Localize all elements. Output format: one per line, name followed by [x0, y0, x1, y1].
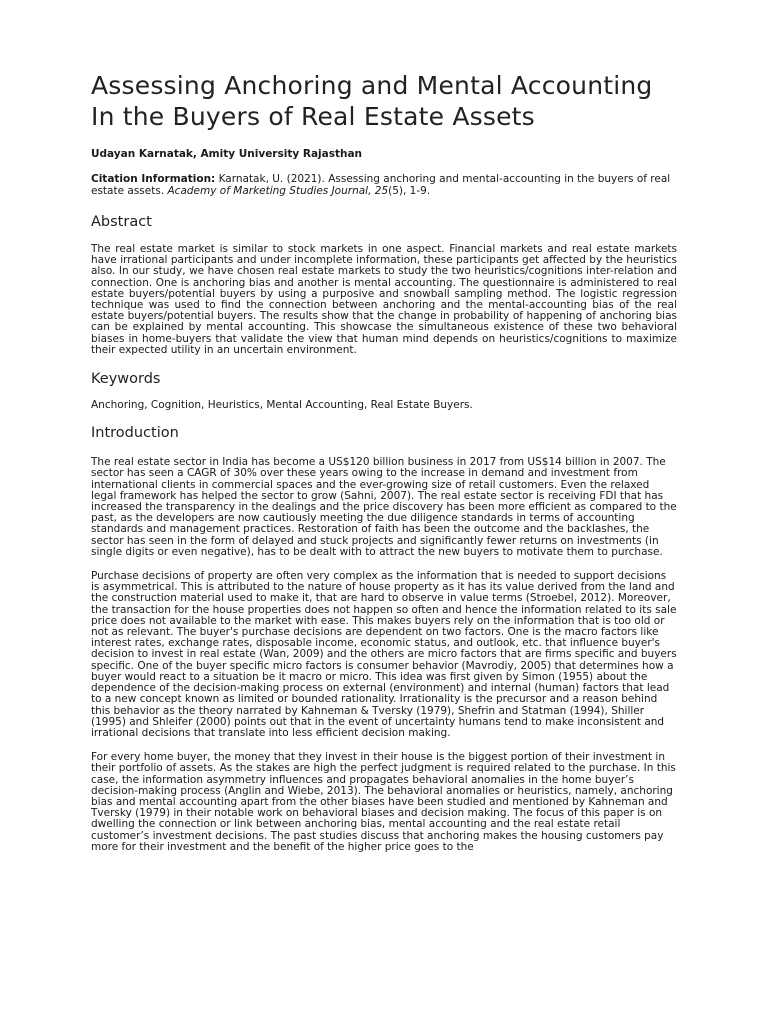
citation-issue-pages: (5), 1-9.: [388, 184, 431, 197]
introduction-paragraph-2: Purchase decisions of property are often very complex as the information that is needed to support decisions is asymmetrical. This is attributed to the nature of house property as it has its value derived from the land and the construction material used to make it, that are hard to observe in value terms (Stroebel, 2012). Moreover, the transaction for the house properties does not happen so often and hence the information related to its sale price does not available to the market with ease. This makes buyers rely on the information that is too old or not as relevant. The buyer's purchase decisions are dependent on two factors. One is the macro factors like interest rates, exchange rates, disposable income, economic status, and outlook, etc. that influence buyer's decision to invest in real estate (Wan, 2009) and the others are micro factors that are firms specific and buyers specific. One of the buyer specific micro factors is consumer behavior (Mavrodiy, 2005) that determines how a buyer would react to a situation be it macro or micro. This idea was first given by Simon (1955) about the dependence of the decision-making process on external (environment) and internal (human) factors that lead to a new concept known as limited or bounded rationality. Irrationality is the precursor and a reason behind this behavior as the theory narrated by Kahneman & Tversky (1979), Shefrin and Statman (1994), Shiller (1995) and Shleifer (2000) points out that in the event of uncertainty humans tend to make inconsistent and irrational decisions that translate into less efficient decision making.: [91, 570, 677, 739]
introduction-paragraph-1: The real estate sector in India has become a US$120 billion business in 2017 from US$14 billion in 2007. The sector has seen a CAGR of 30% over these years owing to the increase in demand and investment from international clients in commercial spaces and the ever-growing size of retail customers. Even the relaxed legal framework has helped the sector to grow (Sahni, 2007). The real estate sector is receiving FDI that has increased the transparency in the dealings and the price discovery has been more efficient as compared to the past, as the developers are now cautiously meeting the due diligence standards in terms of accounting standards and management practices. Restoration of faith has been the outcome and the backlashes, the sector has seen in the form of delayed and stuck projects and significantly fewer returns on investments (in single digits or even negative), has to be dealt with to attract the new buyers to motivate them to purchase.: [91, 456, 677, 558]
citation-information: [91, 174, 677, 197]
document-page: [91, 70, 677, 853]
keywords-heading: Keywords: [91, 371, 161, 388]
abstract-heading: Abstract: [91, 214, 152, 230]
author-line: Udayan Karnatak, Amity University Rajasthan: [91, 148, 363, 160]
citation-journal: Academy of Marketing Studies Journal, 25: [167, 184, 389, 197]
introduction-heading: Introduction: [91, 425, 179, 442]
introduction-paragraph-3: For every home buyer, the money that they invest in their house is the biggest portion of their investment in their portfolio of assets. As the stakes are high the perfect judgment is required related to the purchase. In this case, the information asymmetry influences and propagates behavioral anomalies in the home buyer’s decision-making process (Anglin and Wiebe, 2013). The behavioral anomalies or heuristics, namely, anchoring bias and mental accounting apart from the other biases have been studied and mentioned by Kahneman and Tversky (1979) in their notable work on behavioral biases and decision making. The focus of this paper is on dwelling the connection or link between anchoring bias, mental accounting and the real estate retail customer’s investment decisions. The past studies discuss that anchoring makes the housing customers pay more for their investment and the benefit of the higher price goes to the: [91, 751, 676, 853]
paper-title: Assessing Anchoring and Mental Accounting In the Buyers of Real Estate Assets: [91, 71, 653, 131]
keywords-text: Anchoring, Cognition, Heuristics, Mental Accounting, Real Estate Buyers.: [91, 399, 473, 412]
citation-text: Karnatak, U. (2021). Assessing anchoring and mental-accounting in the buyers of real estate assets.: [91, 173, 671, 197]
abstract-text: The real estate market is similar to stock markets in one aspect. Financial markets and real estate markets have irrational participants and under incomplete information, these participants get affected by the heuristics also. In our study, we have chosen real estate markets to study the two heuristics/cognitions inter-relation and connection. One is anchoring bias and another is mental accounting. The questionnaire is administered to real estate buyers/potential buyers by using a purposive and snowball sampling method. The logistic regression technique was used to find the connection between anchoring and the mental-accounting bias of the real estate buyers/potential buyers. The results show that the change in probability of happening of anchoring bias can be explained by mental accounting. This showcase the simultaneous existence of these two behavioral biases in home-buyers that validate the view that human mind depends on heuristics/cognitions to maximize their expected utility in an uncertain environment.: [91, 243, 677, 356]
citation-label: Citation Information:: [91, 173, 216, 185]
